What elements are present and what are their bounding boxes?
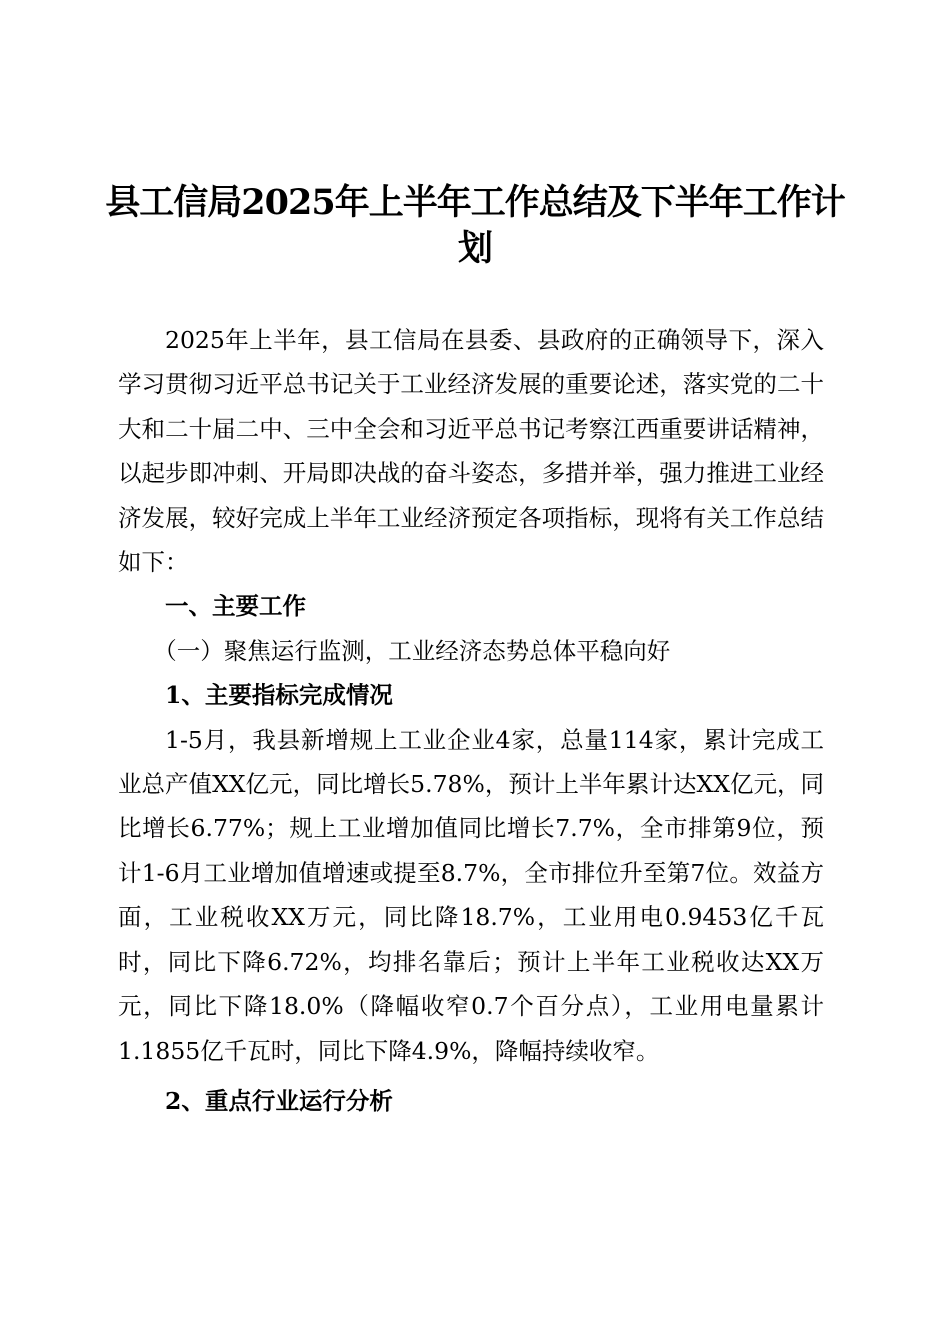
intro-paragraph: 2025年上半年，县工信局在县委、县政府的正确领导下，深入学习贯彻习近平总书记关于工业经济发展的重要论述，落实党的二十大和二十届二中、三中全会和习近平总书记考察江西重要讲话精神，以起步即冲刺、开局即决战的奋斗姿态，多措并举，强力推进工业经济发展，较好完成上半年工业经济预定各项指标，现将有关工作总结如下： <box>118 326 824 577</box>
document-title: 县工信局2025年上半年工作总结及下半年工作计划 <box>105 182 845 269</box>
item-heading-indicators: 1、主要指标完成情况 <box>165 681 393 710</box>
document-body <box>118 318 824 1123</box>
indicators-paragraph: 1-5月，我县新增规上工业企业4家，总量114家，累计完成工业总产值XX亿元，同比增长5.78%，预计上半年累计达XX亿元，同比增长6.77%；规上工业增加值同比增长7.7%，全市排第9位，预计1-6月工业增加值增速或提至8.7%，全市排位升至第7位。效益方面，工业税收XX万元，同比降18.7%，工业用电0.9453亿千瓦时，同比下降6.72%，均排名靠后；预计上半年工业税收达XX万元，同比下降18.0%（降幅收窄0.7个百分点），工业用电量累计1.1855亿千瓦时，同比下降4.9%，降幅持续收窄。 <box>118 725 824 1065</box>
section-heading-main-work: 一、主要工作 <box>165 592 306 621</box>
item-heading-industry-analysis: 2、重点行业运行分析 <box>165 1086 393 1115</box>
subsection-heading-monitoring: （一）聚焦运行监测，工业经济态势总体平稳向好 <box>153 636 671 665</box>
